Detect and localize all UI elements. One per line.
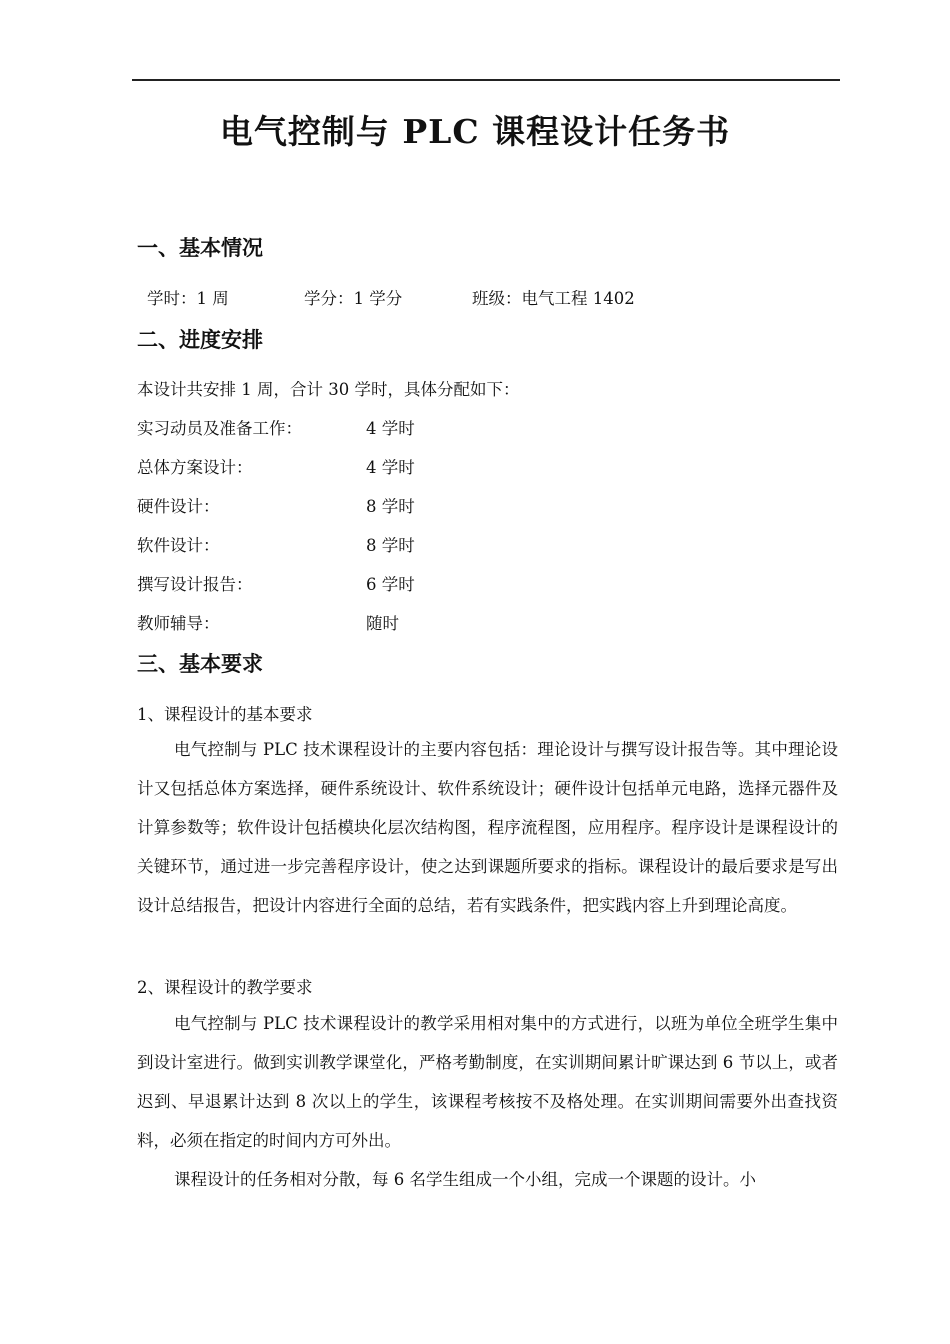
document-title: 电气控制与 PLC 课程设计任务书 [219, 112, 731, 151]
schedule-time: 4 学时 [366, 419, 415, 438]
section2-heading: 二、进度安排 [137, 327, 263, 352]
sub1-title: 1、课程设计的基本要求 [137, 705, 313, 724]
credits-info: 学分：1 学分 [304, 289, 403, 308]
section3-heading: 三、基本要求 [137, 651, 263, 676]
sub1-paragraph: 电气控制与 PLC 技术课程设计的主要内容包括：理论设计与撰写设计报告等。其中理论设计又包括总体方案选择，硬件系统设计、软件系统设计；硬件设计包括单元电路，选择元器件及计算参数等；软件设计包括模块化层次结构图，程序流程图，应用程序。程序设计是课程设计的关键环节，通过进一步完善程序设计，使之达到课题所要求的指标。课程设计的最后要求是写出设计总结报告，把设计内容进行全面的总结，若有实践条件，把实践内容上升到理论高度。 [137, 740, 838, 915]
header-rule [132, 79, 840, 81]
class-info: 班级：电气工程 1402 [472, 289, 635, 308]
schedule-time: 4 学时 [366, 458, 415, 477]
schedule-time: 8 学时 [366, 497, 415, 516]
sub2-title: 2、课程设计的教学要求 [137, 978, 313, 997]
schedule-time: 随时 [366, 614, 399, 633]
sub2-paragraph-2: 课程设计的任务相对分散，每 6 名学生组成一个小组，完成一个课题的设计。小 [174, 1170, 756, 1189]
schedule-task: 总体方案设计： [137, 458, 253, 477]
schedule-task: 实习动员及准备工作： [137, 419, 302, 438]
schedule-task: 软件设计： [137, 536, 220, 555]
schedule-intro: 本设计共安排 1 周，合计 30 学时，具体分配如下： [137, 380, 520, 399]
schedule-task: 硬件设计： [137, 497, 220, 516]
hours-info: 学时：1 周 [147, 289, 229, 308]
schedule-time: 8 学时 [366, 536, 415, 555]
schedule-time: 6 学时 [366, 575, 415, 594]
sub2-paragraph-1: 电气控制与 PLC 技术课程设计的教学采用相对集中的方式进行，以班为单位全班学生集中到设计室进行。做到实训教学课堂化，严格考勤制度，在实训期间累计旷课达到 6 节以上，或者迟到、早退累计达到 8 次以上的学生，该课程考核按不及格处理。在实训期间需要外出查找资料，必须在指定的时间内方可外出。 [137, 1014, 838, 1150]
schedule-task: 撰写设计报告： [137, 575, 253, 594]
schedule-task: 教师辅导： [137, 614, 220, 633]
section1-heading: 一、基本情况 [137, 235, 263, 260]
